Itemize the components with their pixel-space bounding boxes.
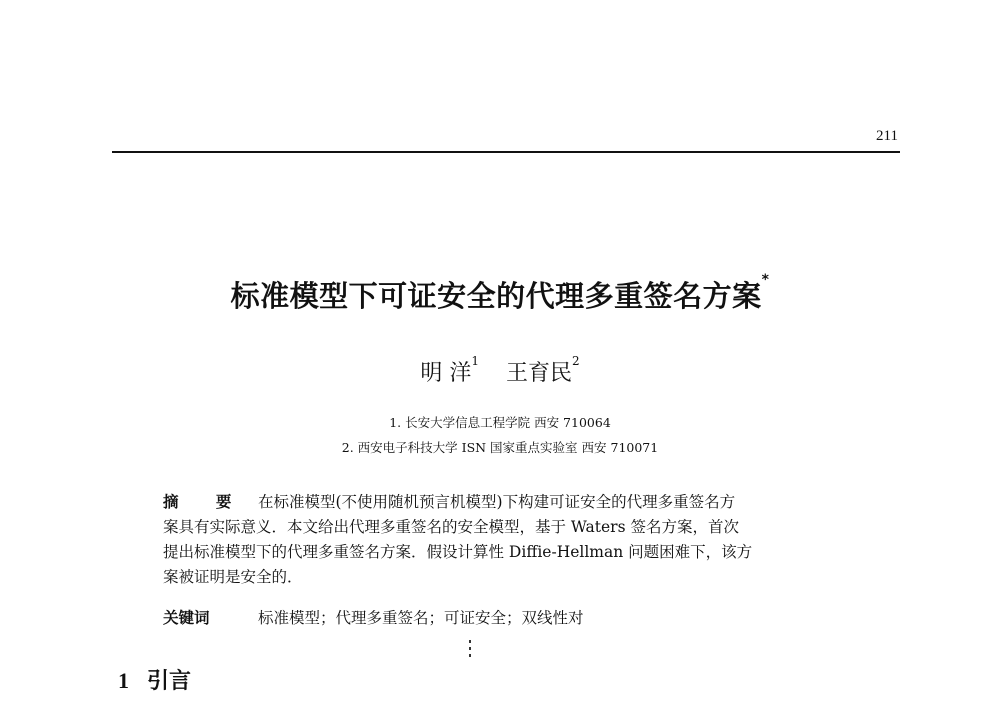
keywords [163,606,855,628]
affiliation-2: 2. 西安电子科技大学 ISN 国家重点实验室 西安 710071 [341,440,659,455]
abstract-line: 案被证明是安全的． [163,568,303,586]
keywords-text: 标准模型；代理多重签名；可证安全；双线性对 [258,609,584,627]
author-list [300,356,700,387]
section-title: 引言 [147,669,192,694]
author-affiliation-mark: 1 [471,354,479,368]
abstract-label: 摘 要 [163,493,248,511]
header-rule [112,151,900,153]
author-name: 明 洋 [420,361,472,386]
paper-title [150,274,850,315]
title-footnote-mark: * [761,272,770,288]
abstract-line: 提出标准模型下的代理多重签名方案．假设计算性 Diffie-Hellman 问题困难下，该方 [163,543,753,561]
keywords-label: 关键词 [163,609,210,627]
author-2 [505,354,580,386]
author-1 [420,354,479,386]
abstract [163,490,855,590]
abstract-line: 案具有实际意义．本文给出代理多重签名的安全模型，基于 Waters 签名方案，首次 [163,518,739,536]
page-number: 211 [876,128,898,144]
abstract-line [163,490,855,515]
section-heading [118,664,191,695]
author-affiliation-mark: 2 [572,354,580,368]
section-number: 1 [118,668,129,693]
paper-title-text: 标准模型下可证安全的代理多重签名方案 [230,279,762,313]
affiliation-1: 1. 长安大学信息工程学院 西安 710064 [389,415,611,430]
abstract-text: 在标准模型(不使用随机预言机模型)下构建可证安全的代理多重签名方 [258,493,736,511]
author-name: 王育民 [505,361,572,386]
